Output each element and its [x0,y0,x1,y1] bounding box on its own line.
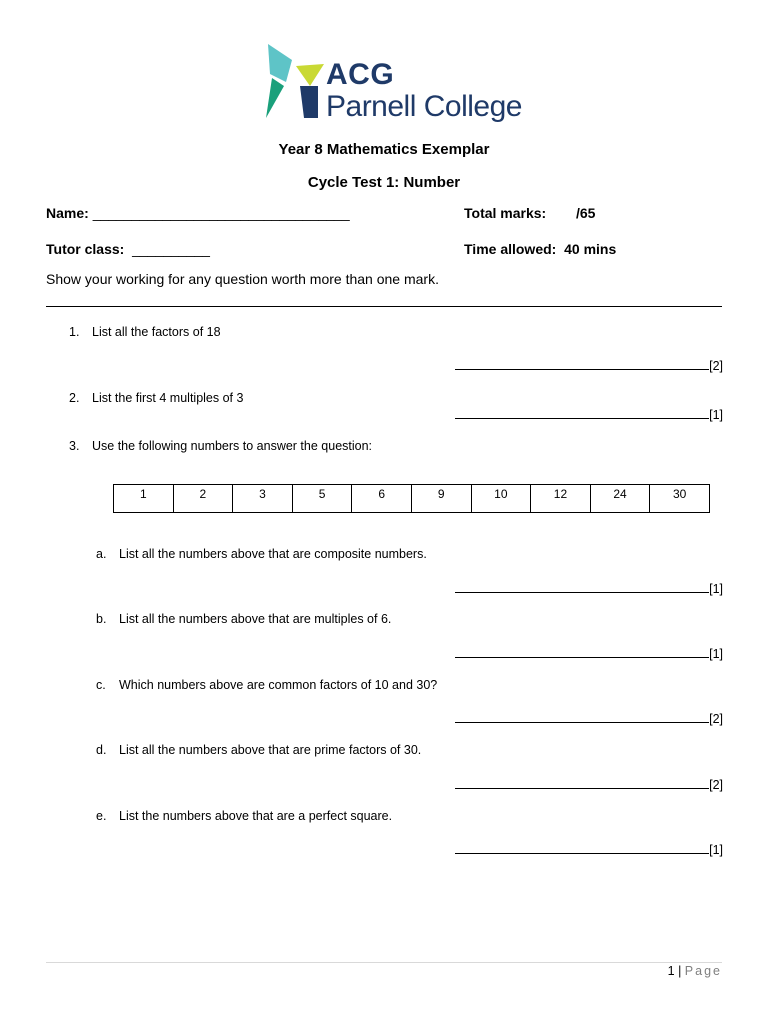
answer-line[interactable] [451,841,723,857]
page-separator: | [678,964,682,978]
question-number: 2. [69,391,80,405]
time-value: 40 mins [564,241,617,257]
name-label: Name: [46,205,89,221]
question-text: List the first 4 multiples of 3 [92,391,244,405]
question-text: List all the factors of 18 [92,325,221,339]
logo-acg-text: ACG [326,58,395,91]
logo-shape-green [266,78,284,118]
marks: [2] [709,778,723,792]
page-footer [600,964,722,978]
page-number: 1 [667,964,675,978]
marks: [1] [709,582,723,596]
number-cell: 9 [411,485,471,513]
answer-line[interactable] [451,357,723,373]
marks: [2] [709,359,723,373]
number-cell: 3 [233,485,293,513]
name-blank: _________________________________ [92,205,350,221]
number-cell: 1 [114,485,174,513]
subquestion-letter: d. [96,743,107,757]
footer-rule [46,962,722,963]
answer-line[interactable] [451,710,723,726]
number-table-row [114,485,710,513]
document-subtitle: Cycle Test 1: Number [307,174,461,191]
tutor-label: Tutor class: [46,241,125,257]
marks: [2] [709,712,723,726]
marks: [1] [709,408,723,422]
number-cell: 12 [531,485,591,513]
answer-blank[interactable] [455,710,709,723]
answer-line[interactable] [451,406,723,422]
question-number: 1. [69,325,80,339]
answer-blank[interactable] [455,406,709,419]
subquestion-letter: e. [96,809,107,823]
subquestion-text: Which numbers above are common factors of 10 and 30? [119,678,438,692]
number-cell: 2 [173,485,233,513]
subquestion-text: List all the numbers above that are multiples of 6. [119,612,392,626]
answer-line[interactable] [451,776,723,792]
answer-line[interactable] [451,645,723,661]
logo-shape-lime [296,64,324,86]
total-marks-label: Total marks: [464,205,547,221]
marks: [1] [709,647,723,661]
tutor-blank: __________ [132,241,210,257]
subquestion-letter: a. [96,547,107,561]
number-cell: 5 [292,485,352,513]
number-cell: 30 [650,485,710,513]
subquestion-letter: c. [96,678,106,692]
answer-blank[interactable] [455,776,709,789]
answer-blank[interactable] [455,580,709,593]
time-label: Time allowed: [464,241,557,257]
subquestion-letter: b. [96,612,107,626]
answer-blank[interactable] [455,841,709,854]
tutor-field [46,241,210,257]
answer-blank[interactable] [455,645,709,658]
number-cell: 10 [471,485,531,513]
question-number: 3. [69,439,80,453]
page-word: Page [684,964,722,978]
number-table [113,484,710,513]
subquestion-text: List all the numbers above that are composite numbers. [119,547,427,561]
divider [46,306,722,307]
answer-blank[interactable] [455,357,709,370]
logo-college-text: Parnell College [326,90,522,123]
document-title: Year 8 Mathematics Exemplar [278,141,490,158]
name-field [46,205,350,221]
total-marks-value: /65 [576,205,596,221]
number-cell: 24 [590,485,650,513]
number-cell: 6 [352,485,412,513]
subquestion-text: List all the numbers above that are prime factors of 30. [119,743,422,757]
question-text: Use the following numbers to answer the question: [92,439,373,453]
subquestion-text: List the numbers above that are a perfect square. [119,809,393,823]
marks: [1] [709,843,723,857]
instructions: Show your working for any question worth more than one mark. [46,271,439,287]
time-allowed [464,241,616,257]
logo-shape-navy [300,86,318,118]
logo-shape-teal [268,44,292,82]
answer-line[interactable] [451,580,723,596]
